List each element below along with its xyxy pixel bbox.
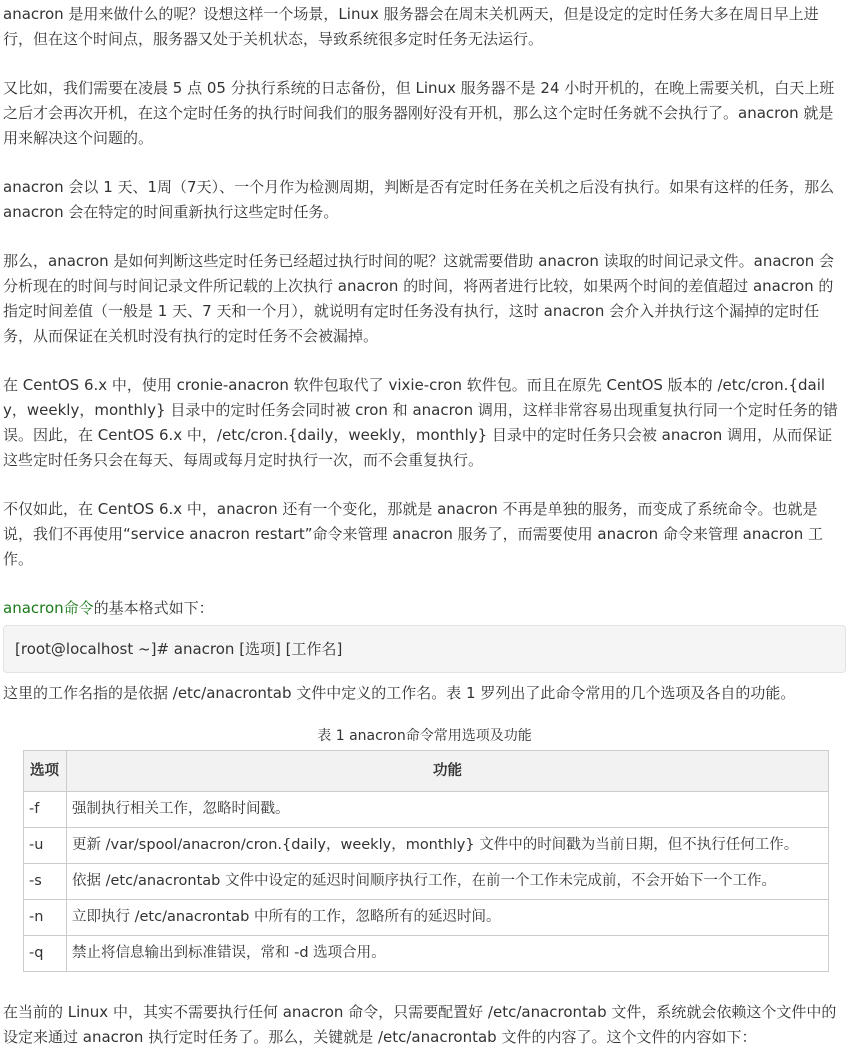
table-row — [24, 792, 829, 828]
header-function: 功能 — [67, 751, 829, 792]
option-cell: -s — [24, 864, 67, 900]
table-header-row — [24, 751, 829, 792]
description-cell: 强制执行相关工作，忽略时间戳。 — [67, 792, 829, 828]
option-cell: -f — [24, 792, 67, 828]
table-row — [24, 936, 829, 972]
paragraph-centos-change: 不仅如此，在 CentOS 6.x 中，anacron 还有一个变化，那就是 anacron 不再是单独的服务，而变成了系统命令。也就是说，我们不再使用“service anacron restart”命令来管理 anacron 服务了，而需要使用 anacron 命令来管理 anacron 工作。 — [3, 500, 824, 568]
description-cell: 立即执行 /etc/anacrontab 中所有的工作，忽略所有的延迟时间。 — [67, 900, 829, 936]
options-table — [23, 750, 829, 972]
table-row — [24, 900, 829, 936]
header-option: 选项 — [24, 751, 67, 792]
anacron-command-link[interactable]: anacron命令 — [3, 599, 94, 617]
paragraph-job-name: 这里的工作名指的是依据 /etc/anacrontab 文件中定义的工作名。表 1 罗列出了此命令常用的几个选项及各自的功能。 — [3, 684, 796, 702]
option-cell: -n — [24, 900, 67, 936]
paragraph-intro: anacron 是用来做什么的呢？设想这样一个场景，Linux 服务器会在周末关机两天，但是设定的定时任务大多在周日早上进行，但在这个时间点，服务器又处于关机状态，导致系统很多定时任务无法运行。 — [3, 5, 819, 48]
format-intro-line — [3, 596, 846, 621]
paragraph-check-period: anacron 会以 1 天、1周（7天）、一个月作为检测周期，判断是否有定时任务在关机之后没有执行。如果有这样的任务，那么 anacron 会在特定的时间重新执行这些定时任务。 — [3, 178, 835, 221]
paragraph-example: 又比如，我们需要在凌晨 5 点 05 分执行系统的日志备份，但 Linux 服务器不是 24 小时开机的，在晚上需要关机，白天上班之后才会再次开机，在这个定时任务的执行时间我们的服务器刚好没有开机，那么这个定时任务就不会执行了。anacron 就是用来解决这个问题的。 — [3, 79, 835, 147]
description-cell: 更新 /var/spool/anacron/cron.{daily，weekly，monthly} 文件中的时间戳为当前日期，但不执行任何工作。 — [67, 828, 829, 864]
table-caption: 表 1 anacron命令常用选项及功能 — [317, 728, 532, 744]
paragraph-how-it-works: 那么，anacron 是如何判断这些定时任务已经超过执行时间的呢？这就需要借助 anacron 读取的时间记录文件。anacron 会分析现在的时间与时间记录文件所记载的上次执行 anacron 的时间，将两者进行比较，如果两个时间的差值超过 anacron 的指定时间差值（一般是 1 天、7 天和一个月），就说明有定时任务没有执行，这时 anacron 会介入并执行这个漏掉的定时任务，从而保证在关机时没有执行的定时任务不会被漏掉。 — [3, 252, 835, 345]
paragraph-anacrontab: 在当前的 Linux 中，其实不需要执行任何 anacron 命令，只需要配置好 /etc/anacrontab 文件，系统就会依赖这个文件中的设定来通过 anacron 执行定时任务了。那么，关键就是 /etc/anacrontab 文件的内容了。这个文件的内容如下： — [3, 1003, 837, 1046]
format-intro-text: 的基本格式如下： — [93, 599, 214, 617]
table-row — [24, 864, 829, 900]
option-cell: -q — [24, 936, 67, 972]
command-code-block: [root@localhost ~]# anacron [选项] [工作名] — [3, 625, 846, 673]
option-cell: -u — [24, 828, 67, 864]
paragraph-centos-package: 在 CentOS 6.x 中，使用 cronie-anacron 软件包取代了 vixie-cron 软件包。而且在原先 CentOS 版本的 /etc/cron.{daily，weekly，monthly} 目录中的定时任务会同时被 cron 和 anacron 调用，这样非常容易出现重复执行同一个定时任务的错误。因此，在 CentOS 6.x 中，/etc/cron.{daily，weekly，monthly} 目录中的定时任务只会被 anacron 调用，从而保证这些定时任务只会在每天、每周或每月定时执行一次，而不会重复执行。 — [3, 376, 838, 469]
description-cell: 禁止将信息输出到标准错误，常和 -d 选项合用。 — [67, 936, 829, 972]
table-row — [24, 828, 829, 864]
description-cell: 依据 /etc/anacrontab 文件中设定的延迟时间顺序执行工作，在前一个工作未完成前，不会开始下一个工作。 — [67, 864, 829, 900]
